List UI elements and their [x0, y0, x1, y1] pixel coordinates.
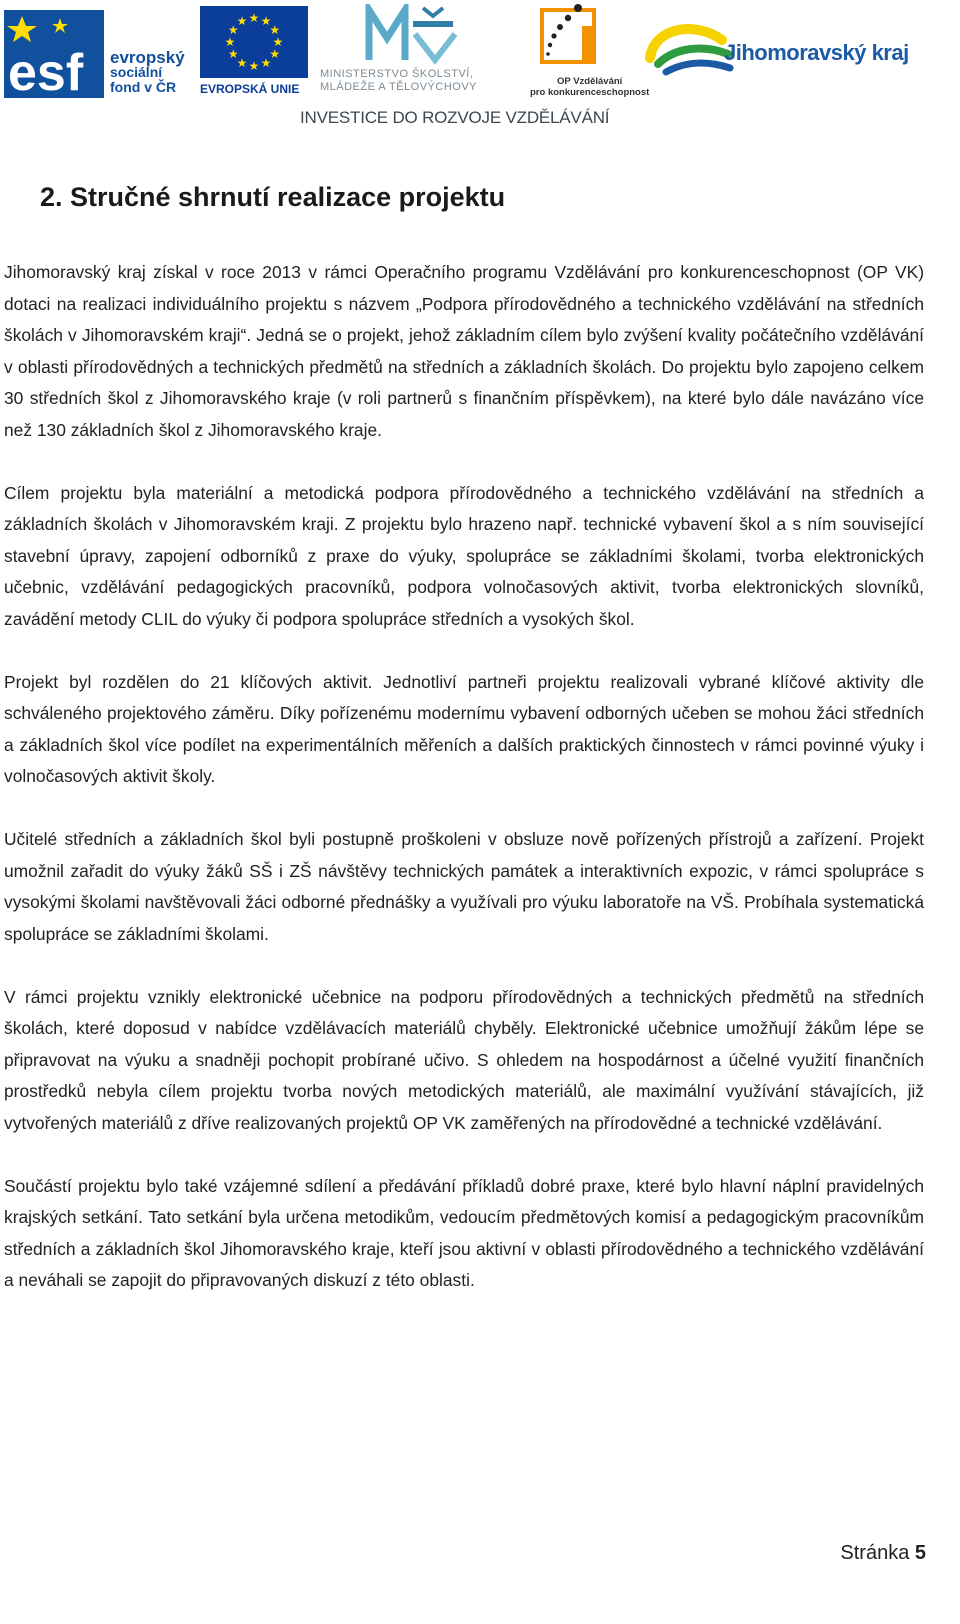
page-footer: [840, 1542, 926, 1565]
eu-label: EVROPSKÁ UNIE: [200, 82, 300, 96]
tagline: INVESTICE DO ROZVOJE VZDĚLÁVÁNÍ: [300, 108, 610, 127]
paragraph-2: Cílem projektu byla materiální a metodická podpora přírodovědného a technického vzdělávání na středních a základních školách v Jihomoravském kraji. Z projektu bylo hrazeno např. technické vybavení škol a s ním související stavební úpravy, zapojení odborníků z praxe do výuky, spolupráce se základními školami, tvorba elektronických učebnic, vzdělávání pedagogických pracovníků, podpora volnočasových aktivit, tvorba elektronických slovníků, zavádění metody CLIL do výuky či podpora spolupráce středních a vysokých škol.: [4, 482, 924, 629]
esf-line-3: fond v ČR: [110, 79, 177, 95]
paragraph-4: Učitelé středních a základních škol byli postupně proškoleni v obsluze nově pořízených přístrojů a zařízení. Projekt umožnil zařadit do výuky žáků SŠ i ZŠ návštěvy technických památek a interaktivních expozic, v rámci spolupráce s vysokými školami navštěvovali žáci odborné přednášky a využívali pro výuku laboratoře na VŠ. Probíhala systematická spolupráce se základními školami.: [4, 829, 924, 944]
eu-star-icon: ★: [248, 11, 260, 25]
eu-logo: [200, 6, 310, 98]
msmt-label: [320, 68, 477, 94]
region-label: Jihomoravský kraj: [724, 40, 909, 65]
esf-mark-icon: [4, 10, 104, 98]
jihomoravsky-kraj-logo: [644, 18, 944, 88]
msmt-line-1: MINISTERSTVO ŠKOLSTVÍ,: [320, 68, 474, 80]
msmt-mark-icon: [365, 4, 465, 77]
region-swoosh-icon: [644, 18, 730, 74]
opvk-mark-icon: [538, 4, 592, 66]
paragraph-1: Jihomoravský kraj získal v roce 2013 v rámci Operačního programu Vzdělávání pro konkurenceschopnost (OP VK) dotaci na realizaci individuálního projektu s názvem „Podpora přírodovědného a technického vzdělávání na středních školách v Jihomoravském kraji“. Jedná se o projekt, jehož základním cílem bylo zvýšení kvality počátečního vzdělávání v oblasti přírodovědných a technických předmětů na středních a základních školách. Do projektu bylo zapojeno celkem 30 středních škol z Jihomoravského kraje (v roli partnerů s finančním příspěvkem), na které bylo dále navázáno více než 130 základních škol z Jihomoravského kraje.: [4, 262, 924, 440]
eu-star-icon: ★: [248, 59, 260, 73]
page-number: 5: [914, 1542, 926, 1564]
logo-header: [0, 0, 960, 135]
esf-line-1: evropský: [110, 48, 185, 67]
eu-star-icon: ★: [236, 14, 248, 29]
eu-star-icon: ★: [227, 23, 239, 37]
paragraph-3: Projekt byl rozdělen do 21 klíčových aktivit. Jednotliví partneři projektu realizovali vybrané klíčové aktivity dle schváleného projektového záměru. Díky pořízenému modernímu vybavení odborných učeben se mohou žáci středních a základních škol více podílet na experimentálních měřeních a dalších praktických činnostech v rámci povinné výuky i volnočasových aktivit školy.: [4, 671, 924, 786]
msmt-line-2: MLÁDEŽE A TĚLOVÝCHOVY: [320, 81, 478, 93]
eu-flag-icon: [200, 6, 308, 78]
eu-star-icon: ★: [224, 35, 236, 49]
opvk-logo: [530, 4, 650, 100]
esf-label: [110, 50, 185, 95]
paragraph-5: V rámci projektu vznikly elektronické učebnice na podporu přírodovědných a technických předmětů na středních školách, které doposud v nabídce vzdělávacích materiálů chyběly. Elektronické učebnice umožňují žákům lépe se připravovat na výuku a snadněji pochopit probírané učivo. S ohledem na hospodárnost a účelné využití finančních prostředků nebyla cílem projektu tvorba nových metodických materiálů, ale maximální využívání stávajících, již vytvořených materiálů z dříve realizovaných projektů OP VK zaměřených na přírodovědné a technické vzdělávání.: [4, 986, 924, 1133]
opvk-label: [530, 76, 649, 98]
eu-star-icon: ★: [269, 47, 281, 61]
eu-star-icon: ★: [236, 55, 248, 70]
paragraph-6: Součástí projektu bylo také vzájemné sdílení a předávání příkladů dobré praxe, které bylo hlavní náplní pravidelných krajských setkání. Tato setkání byla určena metodikům, vedoucím předmětových komisí a pedagogickým pracovníkům středních a základních škol Jihomoravského kraje, kteří jsou aktivní v oblasti přírodovědného a technického vzdělávání a neváhali se zapojit do připravovaných diskuzí z této oblasti.: [4, 1175, 924, 1290]
eu-star-icon: ★: [260, 55, 272, 70]
eu-star-icon: ★: [269, 23, 281, 37]
eu-star-icon: ★: [260, 14, 272, 29]
esf-line-2: sociální: [110, 64, 163, 80]
eu-star-icon: ★: [227, 47, 239, 61]
svg-text:esf: esf: [8, 44, 84, 98]
eu-star-icon: ★: [272, 35, 284, 49]
section-heading: 2. Stručné shrnutí realizace projektu: [40, 182, 506, 212]
body-text: [4, 257, 924, 1328]
esf-logo: [4, 6, 194, 98]
page-label: Stránka: [840, 1542, 915, 1564]
msmt-logo: [320, 4, 510, 100]
opvk-line-1: OP Vzdělávání: [557, 76, 623, 87]
opvk-line-2: pro konkurenceschopnost: [530, 87, 650, 98]
